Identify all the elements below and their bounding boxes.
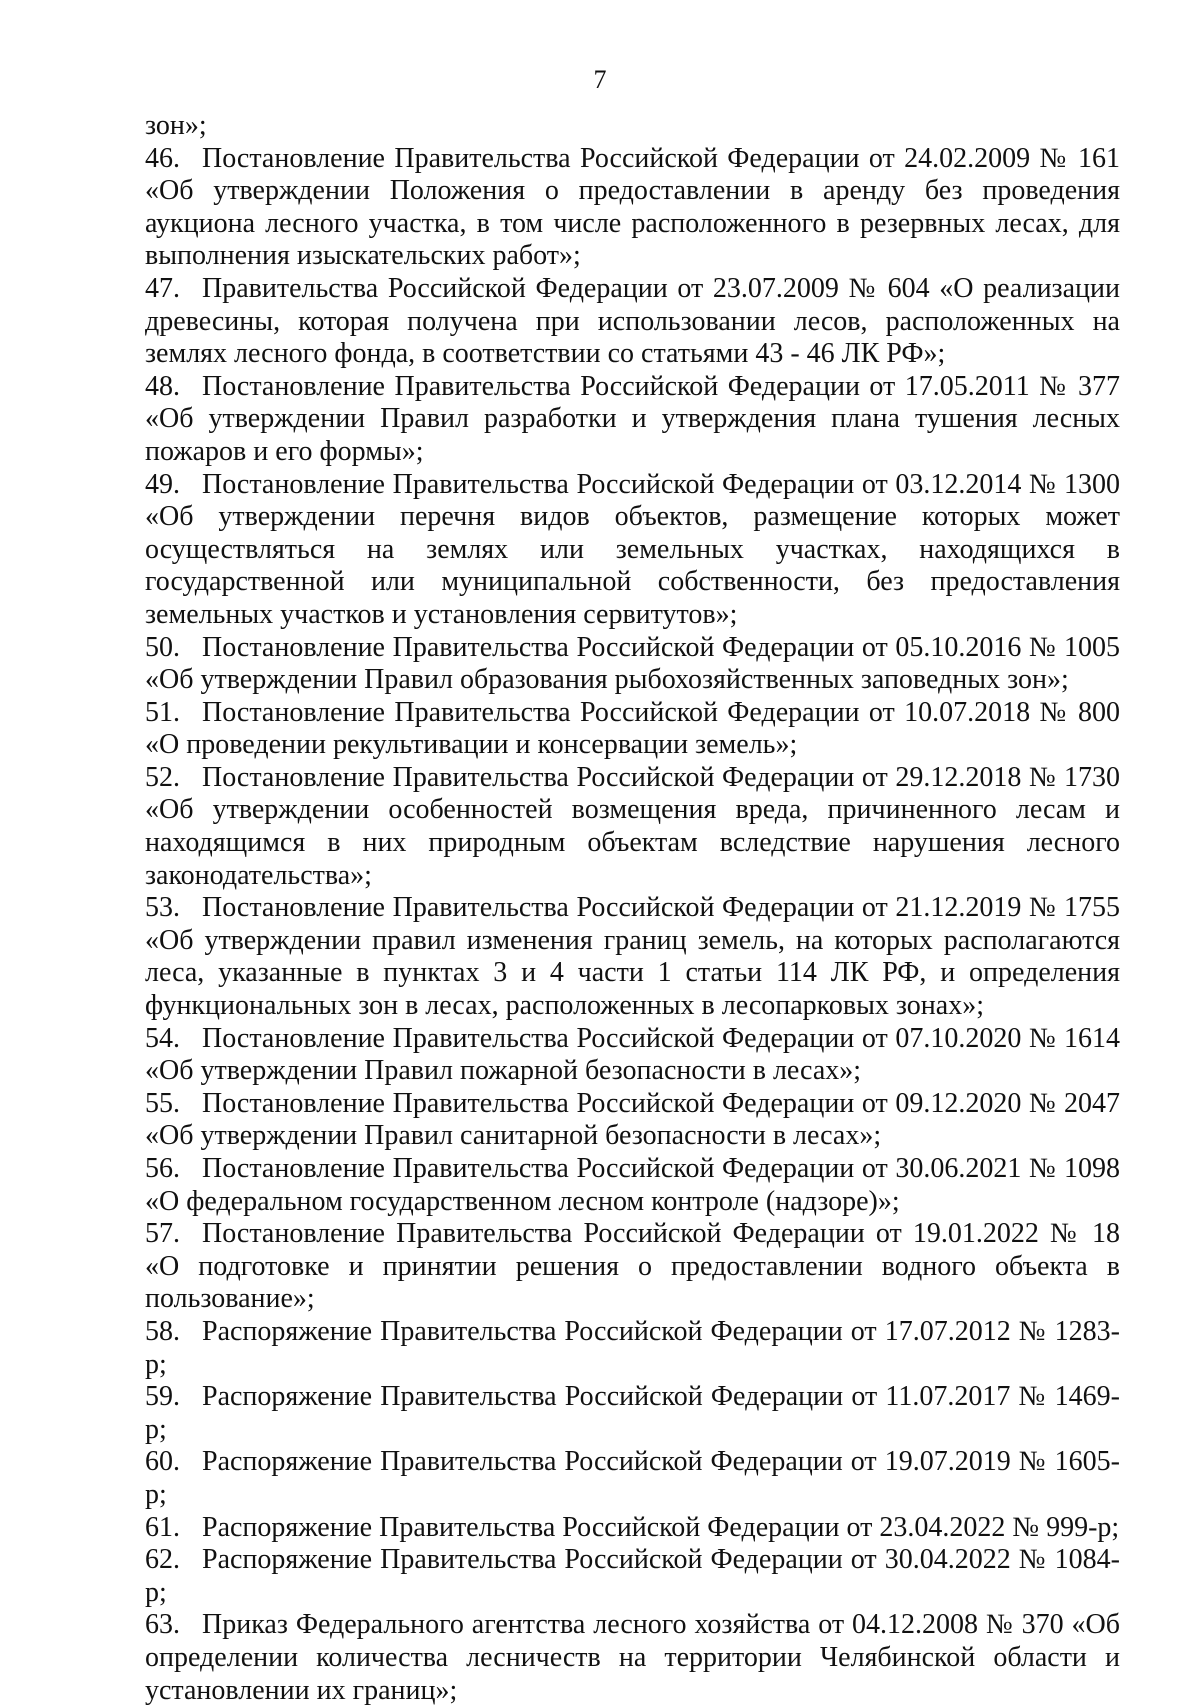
item-number: 62. xyxy=(145,1544,180,1576)
item-text: Постановление Правительства Российской Федерации от 29.12.2018 № 1730 «Об утверждении особенностей возмещения вреда, причиненного лесам и находящимся в них природным объектам вследствие нарушения лесного законодательства»; xyxy=(145,761,1120,891)
item-text: Постановление Правительства Российской Федерации от 17.05.2011 № 377 «Об утверждении Правил разработки и утверждения плана тушения лесных пожаров и его формы»; xyxy=(145,370,1120,467)
list-item xyxy=(145,1088,1120,1153)
list-item xyxy=(145,1544,1120,1609)
list-item xyxy=(145,1609,1120,1707)
item-number: 46. xyxy=(145,142,180,174)
continuation-text: зон»; xyxy=(145,110,207,141)
item-text: Постановление Правительства Российской Федерации от 05.10.2016 № 1005 «Об утверждении Правил образования рыбохозяйственных заповедных зон»; xyxy=(145,631,1120,696)
item-number: 61. xyxy=(145,1511,180,1543)
item-text: Распоряжение Правительства Российской Федерации от 11.07.2017 № 1469-р; xyxy=(145,1381,1120,1445)
list-item xyxy=(145,273,1120,371)
item-number: 47. xyxy=(145,272,180,304)
item-text: Постановление Правительства Российской Федерации от 10.07.2018 № 800 «О проведении рекультивации и консервации земель»; xyxy=(145,696,1120,761)
item-number: 53. xyxy=(145,892,180,924)
item-number: 63. xyxy=(145,1609,180,1641)
item-number: 59. xyxy=(145,1381,180,1413)
list-item xyxy=(145,632,1120,697)
list-item xyxy=(145,892,1120,1022)
item-text: Распоряжение Правительства Российской Федерации от 23.04.2022 № 999-р; xyxy=(202,1511,1120,1543)
item-number: 54. xyxy=(145,1022,180,1054)
item-text: Распоряжение Правительства Российской Федерации от 19.07.2019 № 1605-р; xyxy=(145,1446,1120,1510)
item-text: Постановление Правительства Российской Федерации от 24.02.2009 № 161 «Об утверждении Положения о предоставлении в аренду без проведения аукциона лесного участка, в том числе расположенного в резервных лесах, для выполнения изыскательских работ»; xyxy=(145,142,1120,272)
list-item xyxy=(145,143,1120,273)
item-number: 56. xyxy=(145,1153,180,1184)
item-text: Распоряжение Правительства Российской Федерации от 30.04.2022 № 1084-р; xyxy=(145,1544,1120,1608)
item-text: Приказ Федерального агентства лесного хозяйства от 04.12.2008 № 370 «Об определении количества лесничеств на территории Челябинской области и установлении их границ»; xyxy=(145,1609,1120,1706)
list-item xyxy=(145,1023,1120,1088)
item-number: 52. xyxy=(145,761,180,793)
document-body xyxy=(145,110,1120,1707)
list-item xyxy=(145,469,1120,632)
item-number: 55. xyxy=(145,1087,180,1119)
item-text: Постановление Правительства Российской Федерации от 21.12.2019 № 1755 «Об утверждении правил изменения границ земель, на которых располагаются леса, указанные в пунктах 3 и 4 части 1 статьи 114 ЛК РФ, и определения функциональных зон в лесах, расположенных в лесопарковых зонах»; xyxy=(145,892,1120,1022)
list-item xyxy=(145,762,1120,892)
item-text: Постановление Правительства Российской Федерации от 09.12.2020 № 2047 «Об утверждении Правил санитарной безопасности в лесах»; xyxy=(145,1087,1120,1152)
page-number: 7 xyxy=(593,65,607,94)
item-text: Правительства Российской Федерации от 23.07.2009 № 604 «О реализации древесины, которая получена при использовании лесов, расположенных на землях лесного фонда, в соответствии со статьями 43 - 46 ЛК РФ»; xyxy=(145,272,1120,370)
list-item xyxy=(145,1446,1120,1511)
item-number: 50. xyxy=(145,631,180,663)
list-item xyxy=(145,697,1120,762)
list-item xyxy=(145,1381,1120,1446)
item-text: Постановление Правительства Российской Федерации от 30.06.2021 № 1098 «О федеральном государственном лесном контроле (надзоре)»; xyxy=(145,1153,1120,1217)
item-number: 51. xyxy=(145,696,180,728)
list-item xyxy=(145,1316,1120,1381)
list-item xyxy=(145,371,1120,469)
list-item xyxy=(145,1218,1120,1316)
item-number: 60. xyxy=(145,1446,180,1478)
item-text: Постановление Правительства Российской Федерации от 03.12.2014 № 1300 «Об утверждении перечня видов объектов, размещение которых может осуществляться на землях или земельных участках, находящихся в государственной или муниципальной собственности, без предоставления земельных участков и установления сервитутов»; xyxy=(145,468,1120,630)
item-text: Распоряжение Правительства Российской Федерации от 17.07.2012 № 1283-р; xyxy=(145,1315,1120,1380)
list-item xyxy=(145,1153,1120,1218)
item-number: 58. xyxy=(145,1315,180,1347)
item-text: Постановление Правительства Российской Федерации от 07.10.2020 № 1614 «Об утверждении Правил пожарной безопасности в лесах»; xyxy=(145,1022,1120,1087)
item-text: Постановление Правительства Российской Федерации от 19.01.2022 № 18 «О подготовке и принятии решения о предоставлении водного объекта в пользование»; xyxy=(145,1218,1120,1315)
list-item xyxy=(145,1512,1120,1545)
item-number: 48. xyxy=(145,370,180,402)
item-number: 49. xyxy=(145,468,180,500)
item-number: 57. xyxy=(145,1218,180,1250)
